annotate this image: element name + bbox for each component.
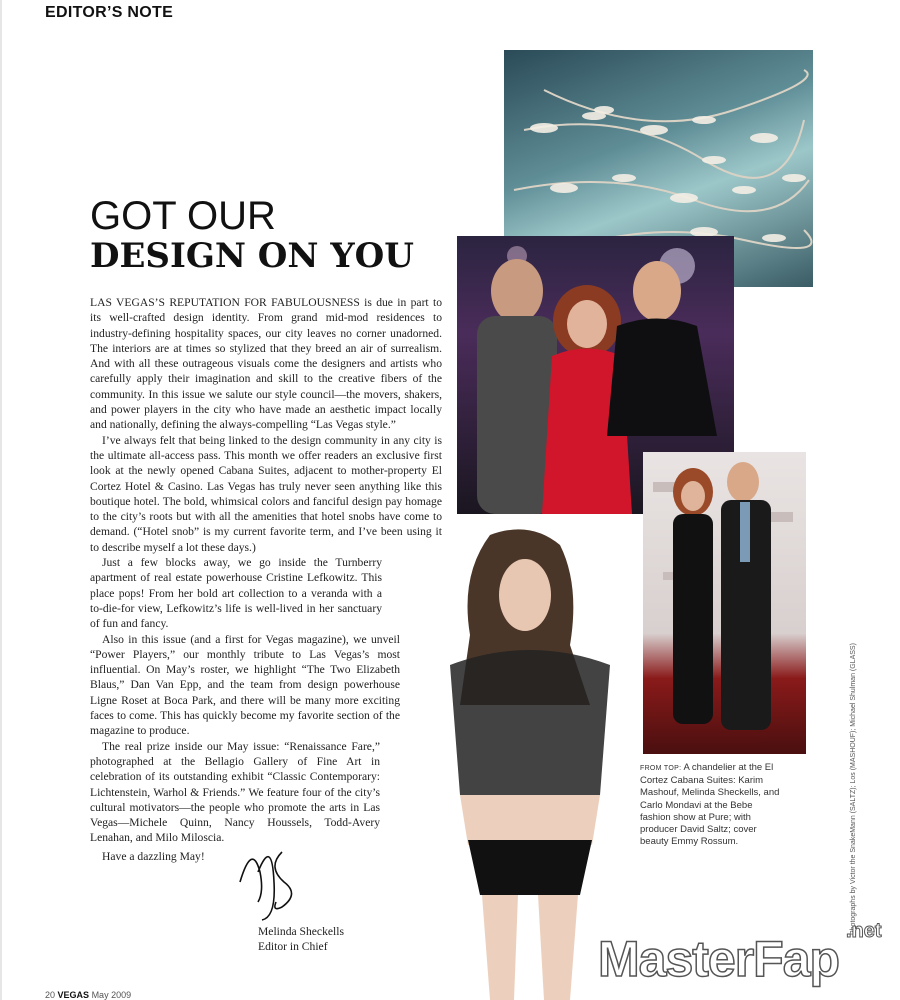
- article-paragraph: The real prize inside our May issue: “Renaissance Fare,” photographed at the Bellagio Gallery of Fine Art in celebration of its outstanding exhibit “Classic Contemporary: Lichtenstein, Warhol & Friends.” We feature four of the city’s cultural motivators—the people who promote the arts in Las Vegas—Michele Quinn, Nancy Houssels, Todd-Avery Lenahan, and Milo Miloscia.: [90, 739, 380, 845]
- sign-off: Have a dazzling May!: [102, 850, 205, 863]
- cover-model-illustration: [420, 525, 642, 1000]
- watermark-logo: MasterFap: [598, 931, 840, 987]
- article-paragraph: I’ve always felt that being linked to the design community in any city is the ultimate all-access pass. This month we offer readers an exclusive first look at the newly opened Cabana Suites, adjacent to mother-property El Cortez Hotel & Casino. Las Vegas has truly never seen anything like this boutique hotel. The bold, whimsical colors and fanciful design pay homage to the city’s roots but with all the amenities that hotel snobs have come to demand. (“Hotel snob” is my current favorite term, and I’ve been using it to describe myself a lot these days.): [90, 433, 442, 554]
- editor-name: Melinda Sheckells: [258, 925, 344, 938]
- bebe-illustration: [643, 452, 806, 754]
- section-label: EDITOR’S NOTE: [45, 4, 174, 21]
- editor-block: [258, 924, 344, 954]
- watermark-suffix: .net: [846, 920, 882, 942]
- caption-text: A chandelier at the El Cortez Cabana Suites: Karim Mashouf, Melinda Sheckells, and Carlo Mondavi at the Bebe fashion show at Pure; with producer David Saltz; cover beauty Emmy Rossum.: [640, 762, 780, 848]
- bebe-show-photo: [643, 452, 806, 754]
- headline-line-2: DESIGN ON YOU: [90, 236, 414, 276]
- article-body: [90, 295, 442, 846]
- issue-date: May 2009: [91, 990, 132, 1000]
- caption-lead: FROM TOP:: [640, 765, 682, 772]
- headline-line-1: GOT OUR: [90, 194, 276, 238]
- editor-title: Editor in Chief: [258, 940, 328, 953]
- page-number: 20: [45, 990, 56, 1000]
- article-paragraph: Also in this issue (and a first for Vegas magazine), we unveil “Power Players,” our monthly tribute to Las Vegas’s most influential. On May’s roster, we highlight “The Two Elizabeth Blaus,” Dan Van Epp, and the team from design powerhouse Ligne Roset at Boca Park, and there will be many more exciting faces to come. This has quickly become my favorite section of the magazine to produce.: [90, 632, 400, 738]
- photo-caption: [640, 762, 780, 848]
- photo-credit: Photographs by Victor the SnakeMann (SALTZ); Los (MASHOUF); Michael Shulman (GLASS): [850, 643, 857, 935]
- article-paragraph: LAS VEGAS’S REPUTATION FOR FABULOUSNESS is due in part to its well-crafted design identity. From grand mid-mod residences to industry-defining hospitality spaces, our city leaves no corner unadorned. The interiors are at times so stylized that they breed an air of surrealism. And with all these outrageous visuals come the designers and artists who carefully apply their imagination and skill to the creative fibers of the community. In this issue we salute our style council—the movers, shakers, and power players in the city who have made an aesthetic impact locally and nationally, defining the always-compelling “Las Vegas style.”: [90, 296, 442, 432]
- page-folio: [45, 990, 131, 1000]
- magazine-name: VEGAS: [57, 990, 90, 1000]
- page-edge: [0, 0, 2, 1000]
- cover-model-photo: [420, 525, 642, 1000]
- article-paragraph: Just a few blocks away, we go inside the Turnberry apartment of real estate powerhouse Cristine Lefkowitz. This place pops! From her bold art collection to a veranda with a to-die-for view, Lefkowitz’s life is well-lived in her sanctuary of fun and fancy.: [90, 556, 382, 631]
- editor-signature: [232, 832, 302, 922]
